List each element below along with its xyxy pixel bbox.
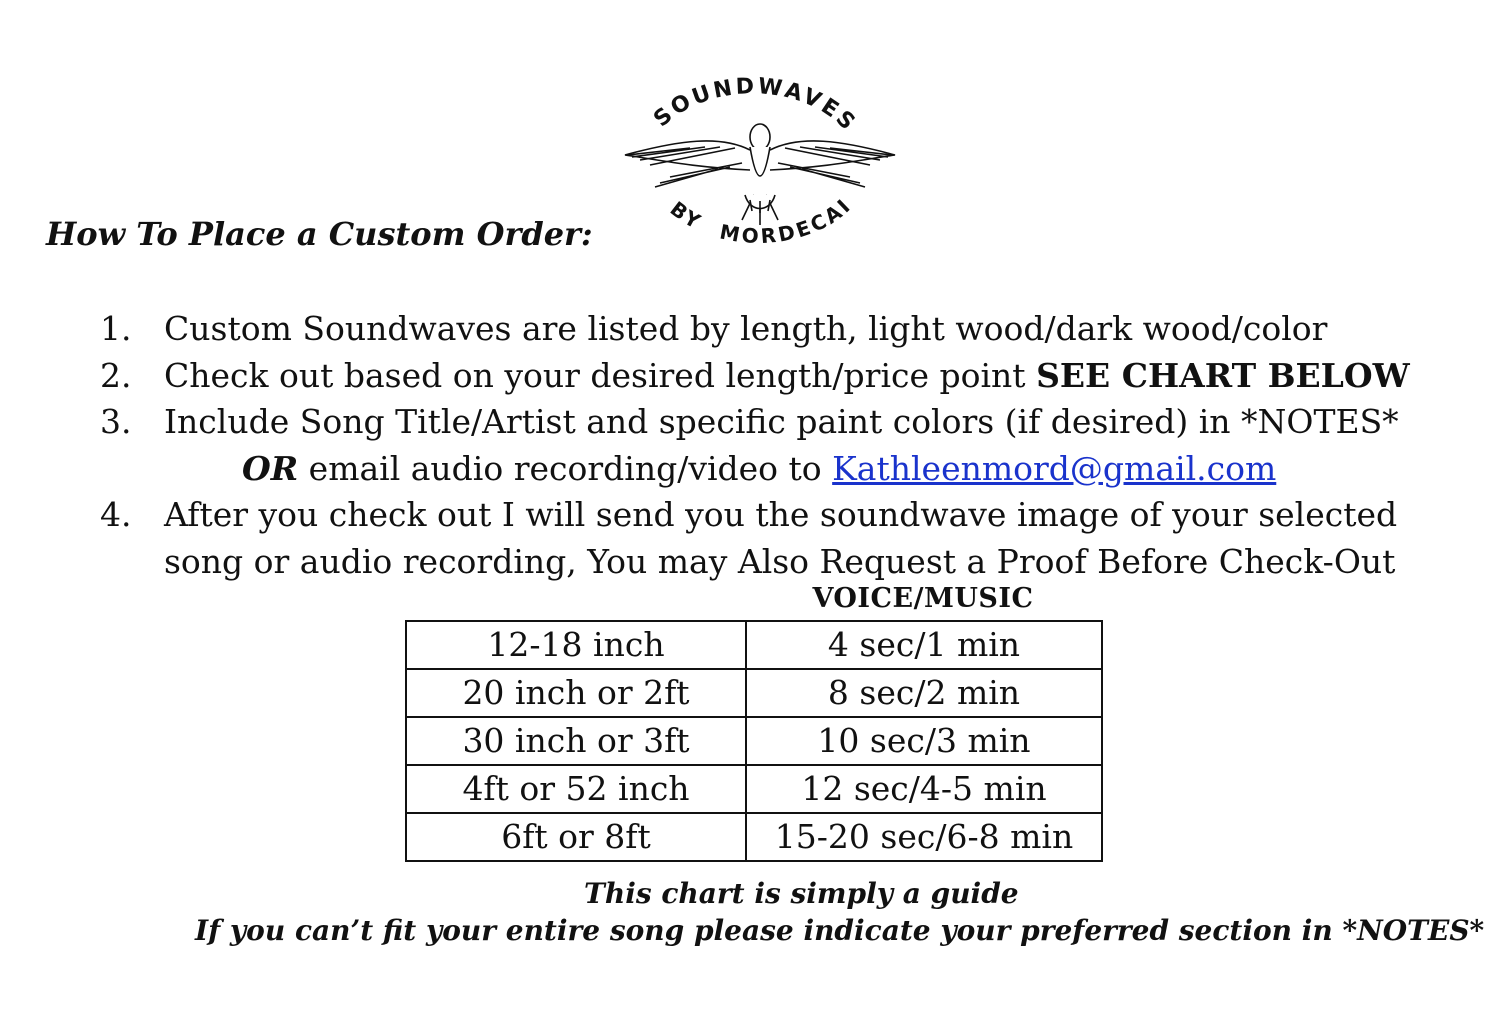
table-row [406,717,1102,765]
length-cell: 20 inch or 2ft [406,669,746,717]
table-row [406,813,1102,861]
page-title: How To Place a Custom Order: [46,215,593,253]
step-text-main: Check out based on your desired length/price point [164,355,1037,395]
duration-cell: 15-20 sec/6-8 min [746,813,1102,861]
duration-cell: 8 sec/2 min [746,669,1102,717]
step-text: Include Song Title/Artist and specific paint colors (if desired) in *NOTES* [164,402,1399,441]
svg-text:BY [666,197,707,235]
notes-instruction: If you can’t fit your entire song please indicate your preferred section in *NOTES* [195,914,1485,947]
list-item [100,399,1420,446]
length-cell: 6ft or 8ft [406,813,746,861]
or-text: OR [242,448,299,488]
step-text-bold: SEE CHART BELOW [1036,355,1410,395]
duration-cell: 4 sec/1 min [746,621,1102,669]
instructions-list [100,306,1420,585]
logo-name-text: MORDECAI [717,192,857,249]
step-cont-text: email audio recording/video to [298,448,833,488]
length-cell: 4ft or 52 inch [406,765,746,813]
duration-cell: 10 sec/3 min [746,717,1102,765]
size-chart-table [405,620,1103,862]
step-text: Custom Soundwaves are listed by length, light wood/dark wood/color [164,309,1328,348]
step-number: 4. [100,495,132,534]
soundwaves-logo [610,55,910,285]
email-link[interactable]: Kathleenmord@gmail.com [832,448,1277,488]
length-cell: 12-18 inch [406,621,746,669]
chart-column-header: VOICE/MUSIC [812,583,1034,614]
table-row [406,765,1102,813]
step-number: 3. [100,402,132,441]
step-number: 2. [100,355,132,395]
svg-text:MORDECAI [718,193,857,249]
list-item [100,353,1420,400]
table-row [406,621,1102,669]
step-continuation: song or audio recording, You may Also Request a Proof Before Check-Out [164,541,1396,581]
list-item [100,492,1420,539]
step-text: After you check out I will send you the soundwave image of your selected [164,495,1398,534]
logo-top-text: SOUNDWAVES [649,74,862,138]
logo-by-text: BY [665,196,707,235]
step-continuation [100,446,1420,493]
list-item [100,306,1420,353]
step-number: 1. [100,309,132,348]
step-text [164,353,1420,400]
duration-cell: 12 sec/4-5 min [746,765,1102,813]
table-row [406,669,1102,717]
chart-guide-note: This chart is simply a guide [584,877,1019,910]
length-cell: 30 inch or 3ft [406,717,746,765]
